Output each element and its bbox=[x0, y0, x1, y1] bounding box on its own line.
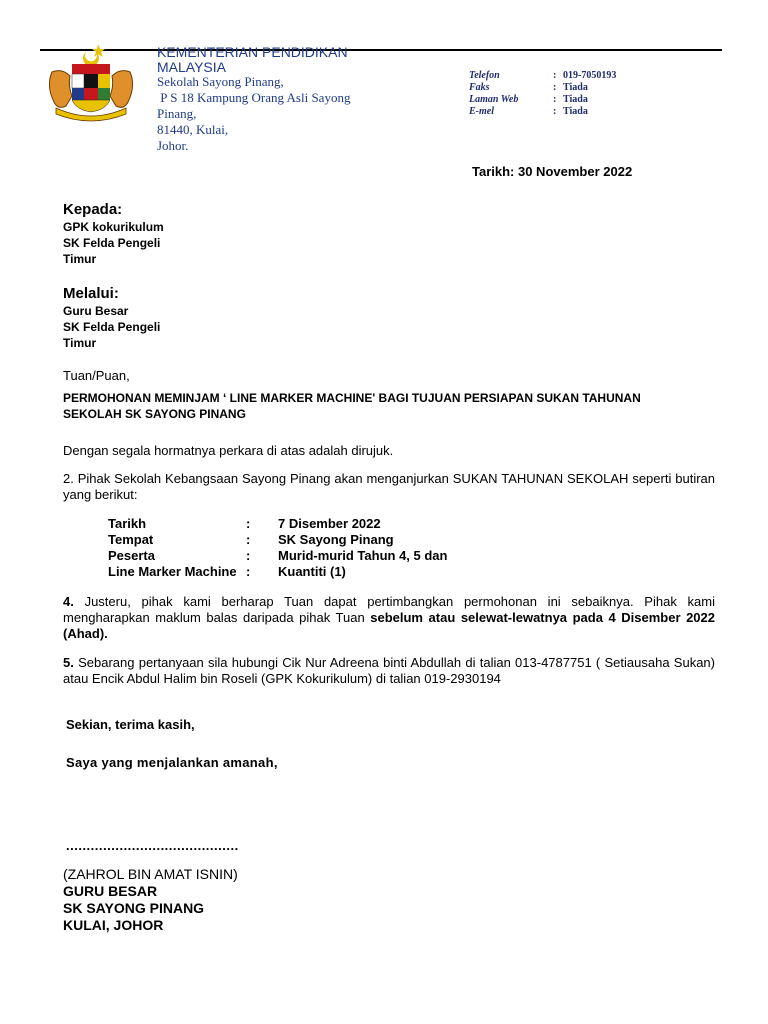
coat-of-arms-logo bbox=[42, 42, 140, 122]
detail-separator: : bbox=[246, 516, 251, 531]
school-address bbox=[157, 74, 350, 154]
contact-separator: : bbox=[553, 82, 557, 93]
via-line: Timur bbox=[63, 336, 97, 350]
detail-label: Peserta bbox=[108, 548, 155, 563]
signatory-name: (ZAHROL BIN AMAT ISNIN) bbox=[63, 866, 238, 882]
via-block bbox=[63, 303, 160, 351]
contact-label: Telefon bbox=[469, 70, 500, 81]
closing-line: Sekian, terima kasih, bbox=[66, 717, 195, 732]
contact-value: Tiada bbox=[563, 106, 588, 117]
detail-label: Tarikh bbox=[108, 516, 147, 531]
recipient-block bbox=[63, 219, 164, 267]
detail-separator: : bbox=[246, 548, 251, 563]
amanah-line: Saya yang menjalankan amanah, bbox=[66, 755, 278, 770]
ministry-line: KEMENTERIAN PENDIDIKAN bbox=[157, 44, 348, 60]
address-line: Johor. bbox=[157, 138, 189, 153]
contact-row bbox=[469, 70, 616, 82]
signature-line: .......................................... bbox=[66, 838, 239, 853]
address-line: Pinang, bbox=[157, 106, 197, 121]
paragraph-number: 5. bbox=[63, 655, 74, 670]
detail-label: Line Marker Machine bbox=[108, 564, 237, 579]
paragraph-1: Dengan segala hormatnya perkara di atas adalah dirujuk. bbox=[63, 443, 394, 458]
contact-label: Laman Web bbox=[469, 94, 519, 105]
contact-row bbox=[469, 94, 616, 106]
letter-date: Tarikh: 30 November 2022 bbox=[472, 164, 633, 179]
detail-separator: : bbox=[246, 564, 251, 579]
contact-block bbox=[469, 70, 616, 118]
contact-label: E-mel bbox=[469, 106, 494, 117]
detail-row bbox=[108, 532, 447, 548]
via-line: Guru Besar bbox=[63, 304, 129, 318]
letter-subject bbox=[63, 390, 713, 422]
contact-separator: : bbox=[553, 70, 557, 81]
deadline-text: sebelum atau selewat-lewatnya pada 4 Disember 2022 (Ahad). bbox=[63, 610, 715, 641]
salutation: Tuan/Puan, bbox=[63, 368, 130, 383]
header-rule bbox=[40, 49, 722, 51]
signatory-title bbox=[63, 883, 204, 934]
signatory-line: GURU BESAR bbox=[63, 883, 158, 899]
detail-label: Tempat bbox=[108, 532, 154, 547]
detail-separator: : bbox=[246, 532, 251, 547]
address-line: 81440, Kulai, bbox=[157, 122, 229, 137]
contact-value: 019-7050193 bbox=[563, 70, 617, 81]
detail-value: SK Sayong Pinang bbox=[278, 532, 394, 547]
recipient-line: SK Felda Pengeli bbox=[63, 236, 161, 250]
address-line: P S 18 Kampung Orang Asli Sayong bbox=[157, 90, 351, 105]
detail-row bbox=[108, 564, 447, 580]
paragraph-2: 2. Pihak Sekolah Kebangsaan Sayong Pinang akan menganjurkan SUKAN TAHUNAN SEKOLAH seperti butiran yang berikut: bbox=[63, 471, 715, 502]
melalui-heading: Melalui: bbox=[63, 285, 119, 302]
address-line: Sekolah Sayong Pinang, bbox=[157, 74, 284, 89]
paragraph-number: 4. bbox=[63, 594, 74, 609]
contact-value: Tiada bbox=[563, 94, 588, 105]
paragraph-5 bbox=[63, 655, 715, 687]
paragraph-text: Sebarang pertanyaan sila hubungi Cik Nur Adreena binti Abdullah di talian 013-4787751 ( Setiausaha Sukan) atau Encik Abdul Halim bin Roseli (GPK Kokurikulum) di talian 019-2930194 bbox=[63, 655, 715, 686]
ministry-line: MALAYSIA bbox=[157, 59, 226, 75]
ministry-name bbox=[157, 45, 348, 75]
contact-label: Faks bbox=[469, 82, 490, 93]
detail-row bbox=[108, 548, 447, 564]
recipient-line: Timur bbox=[63, 252, 97, 266]
via-line: SK Felda Pengeli bbox=[63, 320, 161, 334]
subject-line: SEKOLAH SK SAYONG PINANG bbox=[63, 407, 246, 421]
contact-value: Tiada bbox=[563, 82, 588, 93]
signatory-line: SK SAYONG PINANG bbox=[63, 900, 205, 916]
contact-row bbox=[469, 106, 616, 118]
detail-value: 7 Disember 2022 bbox=[278, 516, 381, 531]
recipient-line: GPK kokurikulum bbox=[63, 220, 164, 234]
detail-row bbox=[108, 516, 447, 532]
detail-value: Kuantiti (1) bbox=[278, 564, 346, 579]
paragraph-text: Justeru, pihak kami berharap Tuan dapat pertimbangkan permohonan ini sebaiknya. Pihak kami mengharapkan maklum balas daripada pihak Tuan bbox=[63, 594, 715, 625]
signatory-line: KULAI, JOHOR bbox=[63, 917, 164, 933]
detail-value: Murid-murid Tahun 4, 5 dan bbox=[278, 548, 448, 563]
paragraph-4 bbox=[63, 594, 715, 642]
contact-separator: : bbox=[553, 106, 557, 117]
kepada-heading: Kepada: bbox=[63, 201, 123, 218]
contact-row bbox=[469, 82, 616, 94]
contact-separator: : bbox=[553, 94, 557, 105]
event-details bbox=[108, 516, 447, 580]
subject-line: PERMOHONAN MEMINJAM ‘ LINE MARKER MACHINE' BAGI TUJUAN PERSIAPAN SUKAN TAHUNAN bbox=[63, 391, 641, 405]
